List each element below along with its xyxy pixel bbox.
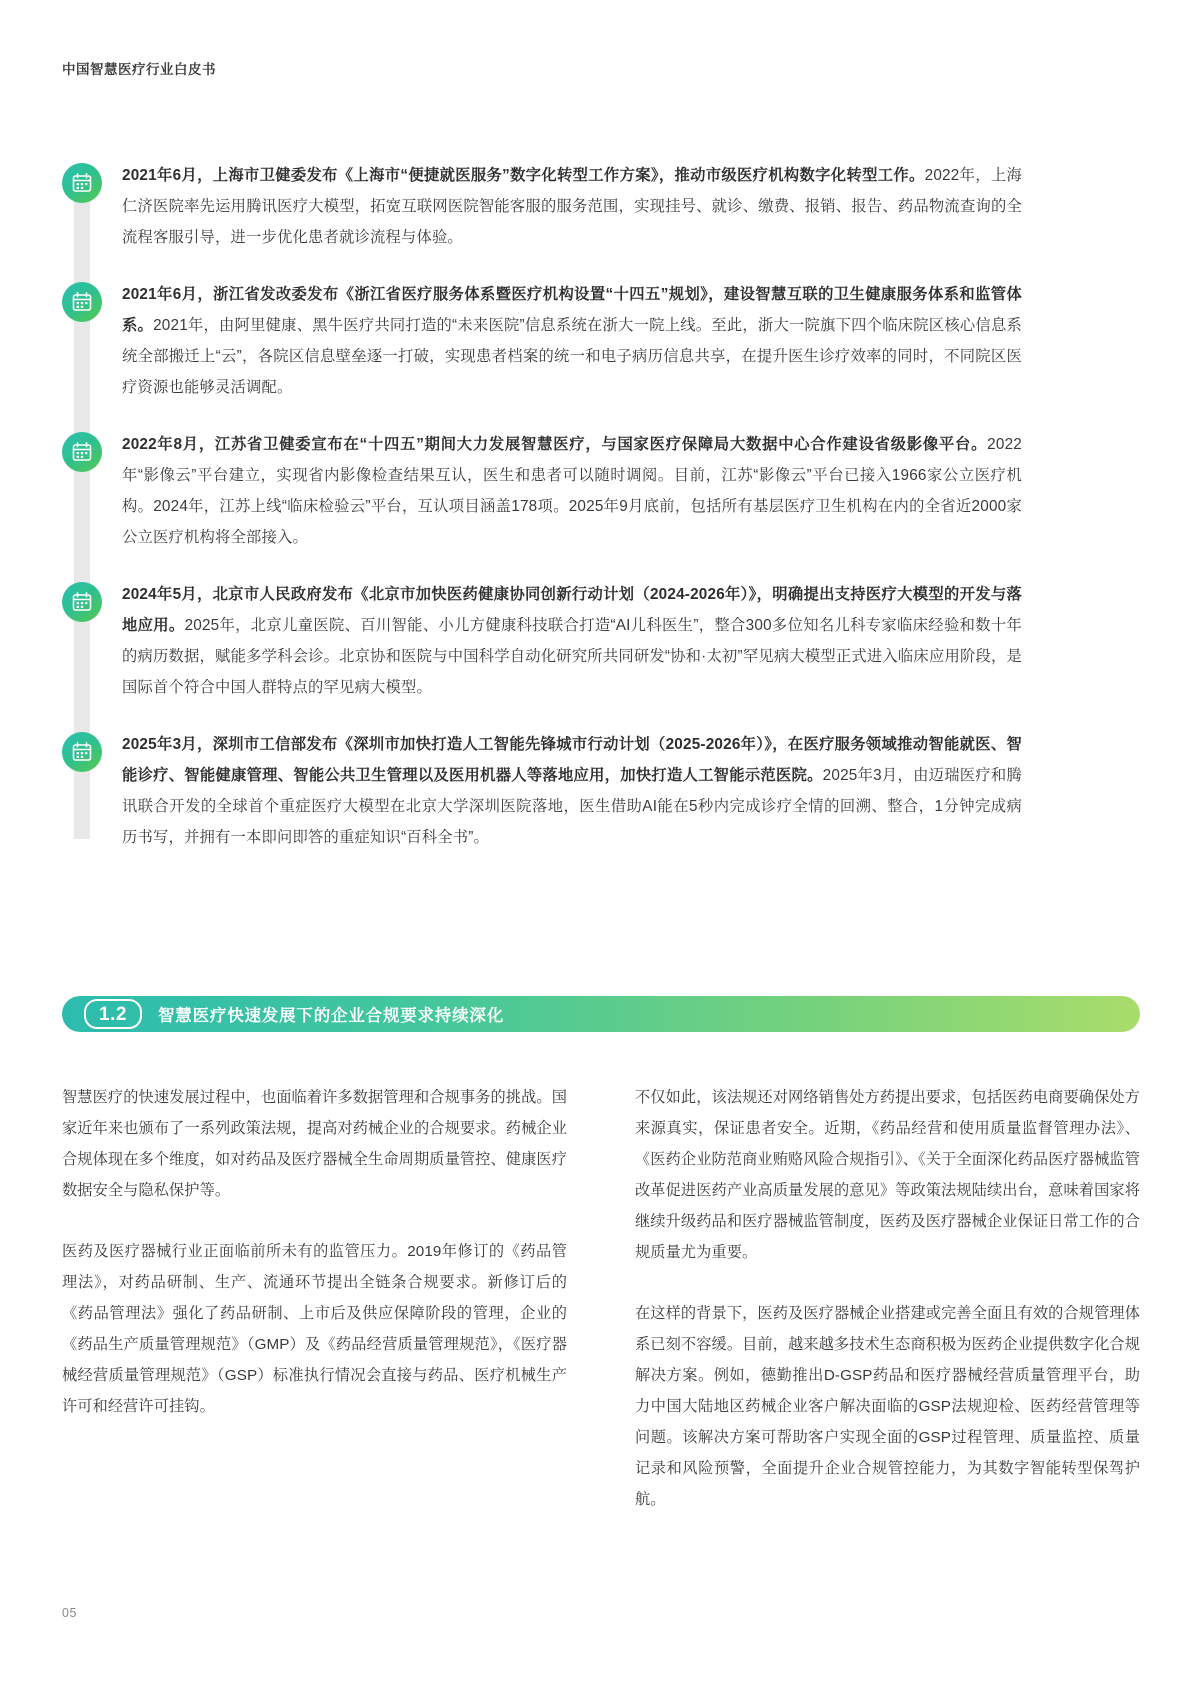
- calendar-icon: [62, 163, 102, 203]
- body-columns: [62, 1082, 1140, 1515]
- calendar-icon: [62, 432, 102, 472]
- section-heading-banner: [62, 996, 1140, 1032]
- timeline-item-body: 2022年“影像云”平台建立，实现省内影像检查结果互认，医生和患者可以随时调阅。目前，江苏“影像云”平台已接入1966家公立医疗机构。2024年，江苏上线“临床检验云”平台，互认项目涵盖178项。2025年9月底前，包括所有基层医疗卫生机构在内的全省近2000家公立医疗机构将全部接入。: [122, 436, 1022, 546]
- timeline-item-lead: 2022年8月，江苏省卫健委宣布在“十四五”期间大力发展智慧医疗，与国家医疗保障局大数据中心合作建设省级影像平台。: [122, 436, 988, 453]
- timeline-item: [62, 579, 1022, 703]
- timeline-item-lead: 2021年6月，上海市卫健委发布《上海市“便捷就医服务”数字化转型工作方案》，推动市级医疗机构数字化转型工作。: [122, 167, 925, 184]
- timeline-item-lead: 2021年6月，浙江省发改委发布《浙江省医疗服务体系暨医疗机构设置“十四五”规划》，建设智慧互联的卫生健康服务体系和监管体系。: [122, 286, 1022, 334]
- page-number: 05: [62, 1606, 77, 1620]
- left-column: [62, 1082, 567, 1515]
- timeline-item-text: [122, 579, 1022, 703]
- section-number-badge: 1.2: [84, 999, 142, 1029]
- paragraph: 在这样的背景下，医药及医疗器械企业搭建或完善全面且有效的合规管理体系已刻不容缓。目前，越来越多技术生态商积极为医药企业提供数字化合规解决方案。例如，德勤推出D-GSP药品和医疗器械经营质量管理平台，助力中国大陆地区药械企业客户解决面临的GSP法规迎检、医药经营管理等问题。该解决方案可帮助客户实现全面的GSP过程管理、质量监控、质量记录和风险预警，全面提升企业合规管控能力，为其数字智能转型保驾护航。: [635, 1305, 1140, 1508]
- timeline-item: [62, 160, 1022, 253]
- timeline-item-lead: 2024年5月，北京市人民政府发布《北京市加快医药健康协同创新行动计划（2024-2026年）》，明确提出支持医疗大模型的开发与落地应用。: [122, 586, 1022, 634]
- running-header: 中国智慧医疗行业白皮书: [62, 62, 216, 77]
- right-column: [635, 1082, 1140, 1515]
- timeline-item-lead: 2025年3月，深圳市工信部发布《深圳市加快打造人工智能先锋城市行动计划（2025-2026年）》，在医疗服务领域推动智能就医、智能诊疗、智能健康管理、智能公共卫生管理以及医用机器人等落地应用，加快打造人工智能示范医院。: [122, 736, 1022, 784]
- section-title: 智慧医疗快速发展下的企业合规要求持续深化: [158, 1007, 504, 1025]
- timeline-item: [62, 279, 1022, 403]
- timeline-item: [62, 429, 1022, 553]
- timeline-item-text: [122, 279, 1022, 403]
- paragraph: 不仅如此，该法规还对网络销售处方药提出要求，包括医药电商要确保处方来源真实，保证患者安全。近期，《药品经营和使用质量监督管理办法》、《医药企业防范商业贿赂风险合规指引》、《关于全面深化药品医疗器械监管改革促进医药产业高质量发展的意见》等政策法规陆续出台，意味着国家将继续升级药品和医疗器械监管制度，医药及医疗器械企业保证日常工作的合规质量尤为重要。: [635, 1089, 1140, 1261]
- timeline-item-text: [122, 429, 1022, 553]
- timeline-item-body: 2022年，上海仁济医院率先运用腾讯医疗大模型，拓宽互联网医院智能客服的服务范围，实现挂号、就诊、缴费、报销、报告、药品物流查询的全流程客服引导，进一步优化患者就诊流程与体验。: [122, 167, 1022, 246]
- calendar-icon: [62, 732, 102, 772]
- calendar-icon: [62, 582, 102, 622]
- calendar-icon: [62, 282, 102, 322]
- timeline-item-body: 2025年3月，由迈瑞医疗和腾讯联合开发的全球首个重症医疗大模型在北京大学深圳医院落地，医生借助AI能在5秒内完成诊疗全情的回溯、整合，1分钟完成病历书写，并拥有一本即问即答的重症知识“百科全书”。: [122, 767, 1022, 846]
- paragraph: 智慧医疗的快速发展过程中，也面临着许多数据管理和合规事务的挑战。国家近年来也颁布了一系列政策法规，提高对药械企业的合规要求。药械企业合规体现在多个维度，如对药品及医疗器械全生命周期质量管控、健康医疗数据安全与隐私保护等。: [62, 1089, 567, 1199]
- timeline-list: [62, 160, 1022, 853]
- timeline-item-body: 2025年，北京儿童医院、百川智能、小儿方健康科技联合打造“AI儿科医生”，整合300多位知名儿科专家临床经验和数十年的病历数据，赋能多学科会诊。北京协和医院与中国科学自动化研究所共同研发“协和·太初”罕见病大模型正式进入临床应用阶段，是国际首个符合中国人群特点的罕见病大模型。: [122, 617, 1022, 696]
- timeline-item: [62, 729, 1022, 853]
- timeline-item-text: [122, 729, 1022, 853]
- paragraph: 医药及医疗器械行业正面临前所未有的监管压力。2019年修订的《药品管理法》，对药品研制、生产、流通环节提出全链条合规要求。新修订后的《药品管理法》强化了药品研制、上市后及供应保障阶段的管理，企业的《药品生产质量管理规范》（GMP）及《药品经营质量管理规范》，《医疗器械经营质量管理规范》（GSP）标准执行情况会直接与药品、医疗机械生产许可和经营许可挂钩。: [62, 1243, 567, 1415]
- timeline-item-text: [122, 160, 1022, 253]
- timeline-item-body: 2021年，由阿里健康、黑牛医疗共同打造的“未来医院”信息系统在浙大一院上线。至此，浙大一院旗下四个临床院区核心信息系统全部搬迁上“云”，各院区信息壁垒逐一打破，实现患者档案的统一和电子病历信息共享，在提升医生诊疗效率的同时，不同院区医疗资源也能够灵活调配。: [122, 317, 1022, 396]
